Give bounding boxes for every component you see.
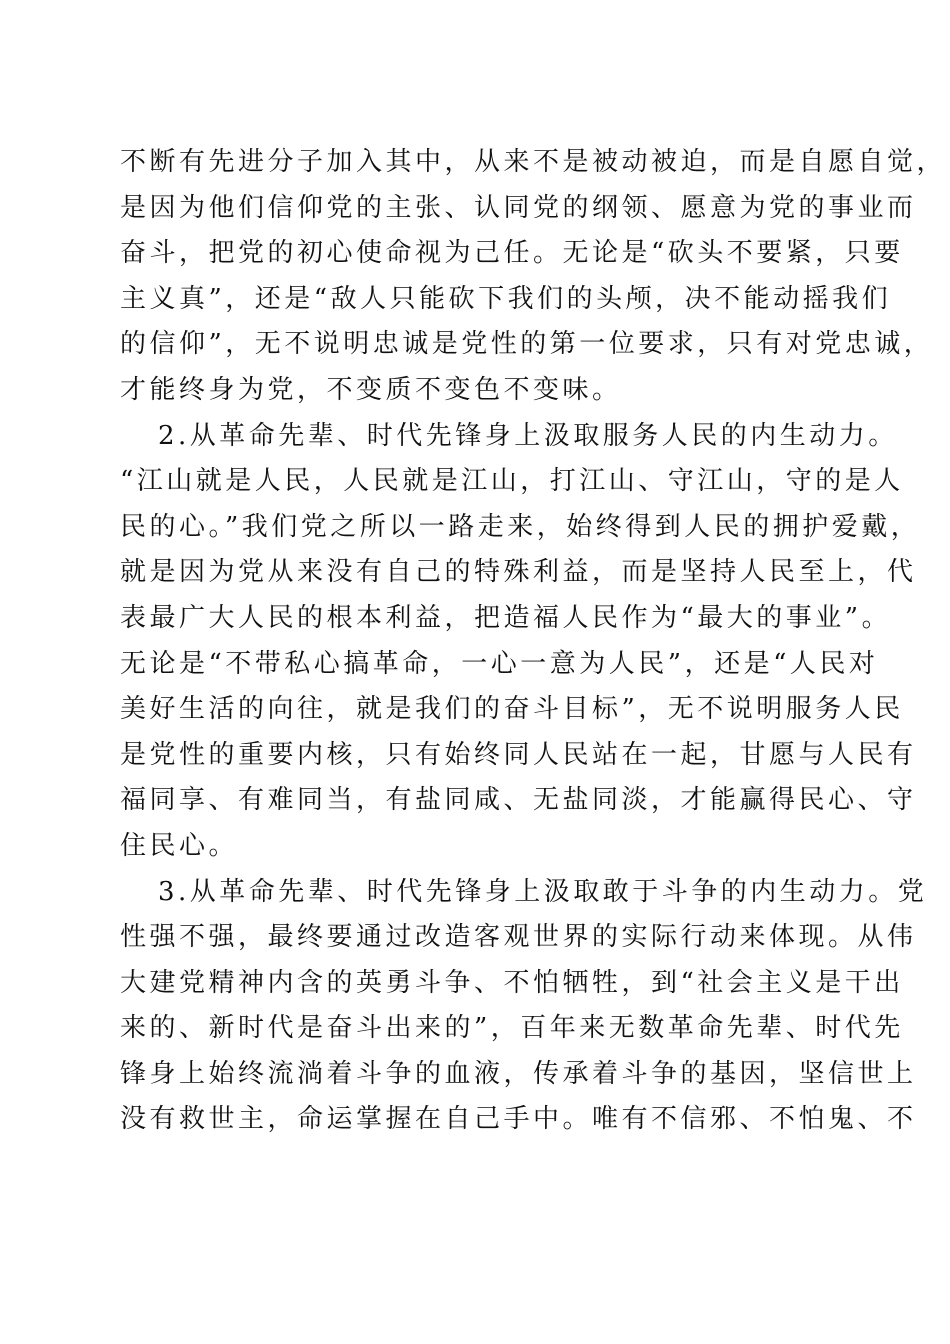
text-line: 无论是“不带私心搞革命，一心一意为人民”，还是“人民对 — [120, 648, 879, 679]
text-line: 表最广大人民的根本利益，把造福人民作为“最大的事业”。 — [120, 602, 892, 633]
text-line: 就是因为党从来没有自己的特殊利益，而是坚持人民至上，代 — [120, 557, 917, 588]
text-line: 的信仰”，无不说明忠诚是党性的第一位要求，只有对党忠诚， — [120, 329, 934, 360]
text-line: “江山就是人民，人民就是江山，打江山、守江山，守的是人 — [120, 466, 904, 497]
text-line: 是党性的重要内核，只有始终同人民站在一起，甘愿与人民有 — [120, 739, 917, 770]
section-heading-line: 2.从革命先辈、时代先锋身上汲取服务人民的内生动力。 — [158, 420, 898, 451]
text-line: 奋斗，把党的初心使命视为己任。无论是“砍头不要紧，只要 — [120, 238, 904, 269]
section-heading-line: 3.从革命先辈、时代先锋身上汲取敢于斗争的内生动力。党 — [158, 876, 928, 907]
text-line: 美好生活的向往，就是我们的奋斗目标”，无不说明服务人民 — [120, 694, 904, 725]
text-line: 是因为他们信仰党的主张、认同党的纲领、愿意为党的事业而 — [120, 192, 917, 223]
text-line: 福同享、有难同当，有盐同咸、无盐同淡，才能赢得民心、守 — [120, 785, 917, 816]
body-text — [120, 140, 947, 1143]
text-line: 住民心。 — [120, 830, 239, 861]
text-line: 民的心。”我们党之所以一路走来，始终得到人民的拥护爱戴， — [120, 511, 921, 542]
text-line: 大建党精神内含的英勇斗争、不怕牺牲，到“社会主义是干出 — [120, 967, 904, 998]
text-line: 不断有先进分子加入其中，从来不是被动被迫，而是自愿自觉， — [120, 147, 947, 177]
text-line: 才能终身为党，不变质不变色不变味。 — [120, 374, 622, 405]
text-line: 锋身上始终流淌着斗争的血液，传承着斗争的基因，坚信世上 — [120, 1058, 917, 1089]
text-line: 性强不强，最终要通过改造客观世界的实际行动来体现。从伟 — [120, 922, 917, 953]
text-line: 主义真”，还是“敌人只能砍下我们的头颅，决不能动摇我们 — [120, 283, 892, 314]
text-line: 没有救世主，命运掌握在自己手中。唯有不信邪、不怕鬼、不 — [120, 1104, 917, 1135]
text-line: 来的、新时代是奋斗出来的”，百年来无数革命先辈、时代先 — [120, 1013, 904, 1044]
